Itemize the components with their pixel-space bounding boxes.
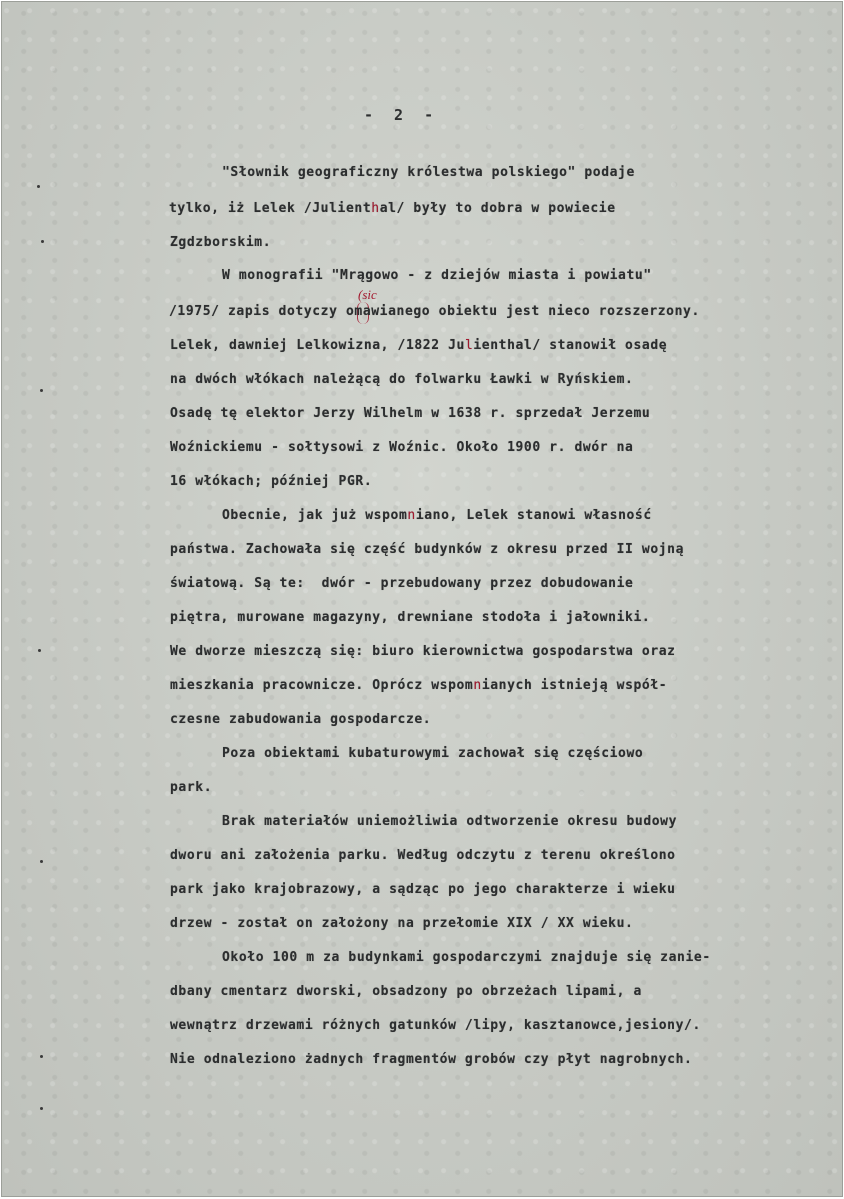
text-line: piętra, murowane magazyny, drewniane stodoła i jałowniki. (170, 610, 651, 625)
text-line: dworu ani założenia parku. Według odczytu z terenu określono (170, 848, 676, 863)
handwritten-correction: h (371, 201, 380, 216)
text-line: Poza obiektami kubaturowymi zachował się częściowo (222, 746, 644, 761)
text-line: Nie odnaleziono żadnych fragmentów grobów czy płyt nagrobnych. (170, 1052, 693, 1067)
margin-dot (40, 860, 43, 863)
text-line: Osadę tę elektor Jerzy Wilhelm w 1638 r. sprzedał Jerzemu (170, 406, 651, 421)
text-line: drzew - został on założony na przełomie XIX / XX wieku. (170, 916, 634, 931)
text-line: na dwóch włókach należącą do folwarku Ławki w Ryńskiem. (170, 372, 634, 387)
text-line: światową. Są te: dwór - przebudowany przez dobudowanie (170, 576, 634, 591)
margin-dot (40, 1055, 43, 1058)
margin-dot (38, 649, 41, 652)
margin-dot (37, 185, 40, 188)
margin-dot (41, 240, 44, 243)
text-line: Brak materiałów uniemożliwia odtworzenie okresu budowy (222, 814, 678, 829)
handwritten-correction: l (464, 338, 474, 353)
text-line: dbany cmentarz dworski, obsadzony po obrzeżach lipami, a (170, 984, 642, 999)
handwritten-correction: n (473, 678, 482, 693)
sic-annotation: (sic (358, 287, 377, 302)
page-number: - 2 - (364, 106, 440, 124)
text-line: "Słownik geograficzny królestwa polskiego" podaje (222, 165, 635, 180)
text-line: W monografii "Mrągowo - z dziejów miasta i powiatu" (222, 268, 652, 283)
text-line: czesne zabudowania gospodarcze. (170, 712, 432, 727)
text-line: /1975/ zapis dotyczy omawianego obiektu jest nieco rozszerzony. (169, 304, 700, 319)
text-line: tylko, iż Lelek /Julienthal/ były to dobra w powiecie (169, 201, 616, 216)
text-line: Obecnie, jak już wspomniano, Lelek stanowi własność (222, 508, 652, 523)
text-line: 16 włókach; później PGR. (170, 474, 373, 489)
text-line: park. (170, 780, 213, 795)
margin-dot (40, 389, 43, 392)
text-line: We dworze mieszczą się: biuro kierownictwa gospodarstwa oraz (170, 644, 676, 659)
text-line: Zgdzborskim. (170, 235, 272, 250)
text-line: wewnątrz drzewami różnych gatunków /lipy, kasztanowce,jesiony/. (170, 1018, 701, 1033)
text-line: Woźnickiemu - sołtysowi z Woźnic. Około 1900 r. dwór na (170, 440, 634, 455)
margin-dot (40, 1107, 43, 1110)
text-line: mieszkania pracownicze. Oprócz wspomnianych istnieją współ- (170, 678, 668, 693)
text-line: Lelek, dawniej Lelkowizna, /1822 Julienthal/ stanowił osadę (170, 338, 668, 353)
text-line: Około 100 m za budynkami gospodarczymi znajduje się zanie- (222, 950, 711, 965)
text-line: park jako krajobrazowy, a sądząc po jego charakterze i wieku (170, 882, 676, 897)
text-line: państwa. Zachowała się część budynków z okresu przed II wojną (170, 542, 685, 557)
handwritten-correction: n (407, 508, 416, 523)
